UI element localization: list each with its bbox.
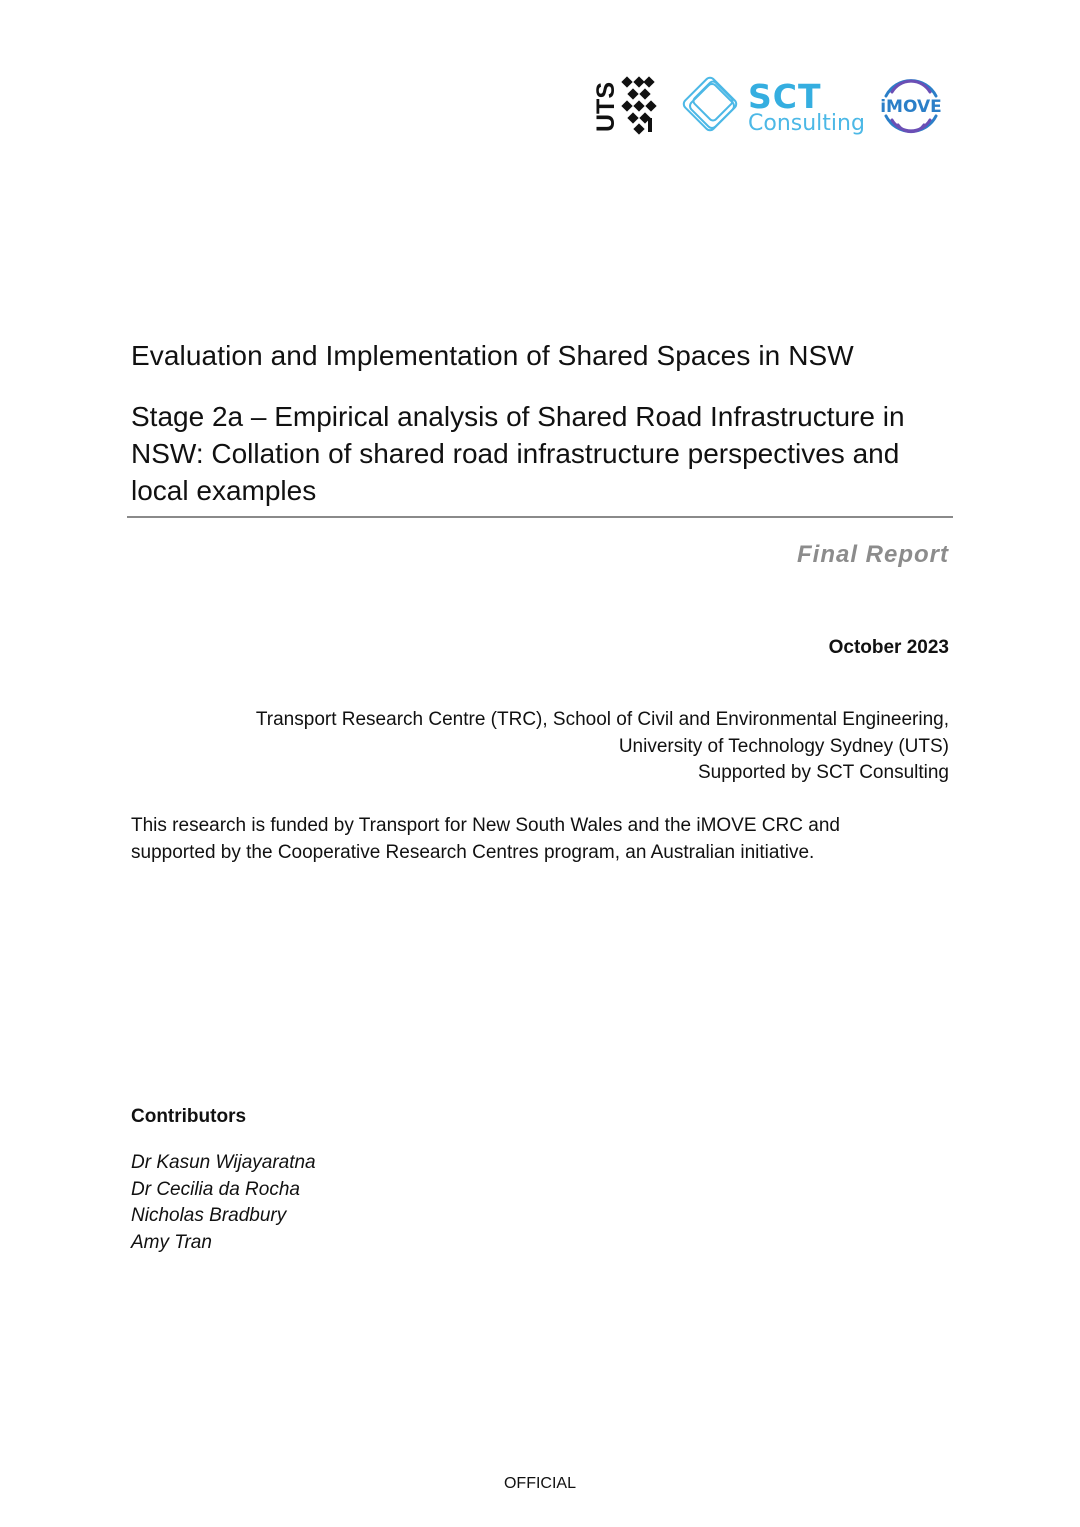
uts-mark-icon — [621, 76, 656, 134]
subtitle-line: Stage 2a – Empirical analysis of Shared Road Infrastructure in — [131, 401, 905, 432]
contributor-name: Nicholas Bradbury — [131, 1205, 287, 1226]
affiliation-line: Supported by SCT Consulting — [697, 762, 949, 783]
funding-line: This research is funded by Transport for New South Wales and the iMOVE CRC and — [131, 815, 840, 836]
sct-diamond-icon — [676, 70, 746, 142]
document-subtitle — [131, 398, 961, 509]
classification-footer: OFFICIAL — [503, 1475, 576, 1492]
sct-logo-sub: Consulting — [748, 111, 865, 136]
affiliation-block — [256, 707, 949, 787]
contributors-list — [131, 1150, 316, 1256]
sct-consulting-logo — [676, 70, 866, 142]
report-date: October 2023 — [828, 637, 949, 658]
document-title: Evaluation and Implementation of Shared Spaces in NSW — [131, 340, 854, 371]
contributor-name: Dr Kasun Wijayaratna — [131, 1152, 316, 1173]
imove-logo-text: iMOVE — [880, 97, 942, 117]
contributors-heading: Contributors — [131, 1106, 247, 1127]
uts-logo — [592, 72, 660, 138]
title-divider — [127, 516, 953, 518]
subtitle-line: local examples — [131, 475, 317, 506]
funding-line: supported by the Cooperative Research Centres program, an Australian initiative. — [131, 842, 815, 863]
report-type: Final Report — [796, 541, 949, 568]
imove-logo — [876, 70, 946, 140]
affiliation-line: Transport Research Centre (TRC), School of Civil and Environmental Engineering, — [255, 709, 949, 730]
sct-logo-name: SCT — [748, 77, 822, 116]
contributor-name: Dr Cecilia da Rocha — [131, 1178, 300, 1200]
affiliation-line: University of Technology Sydney (UTS) — [618, 735, 949, 757]
uts-logo-text: UTS — [592, 82, 620, 132]
subtitle-line: NSW: Collation of shared road infrastructure perspectives and — [131, 438, 900, 469]
contributor-name: Amy Tran — [131, 1231, 212, 1253]
logo-bar — [590, 70, 950, 142]
funding-statement — [131, 812, 911, 866]
